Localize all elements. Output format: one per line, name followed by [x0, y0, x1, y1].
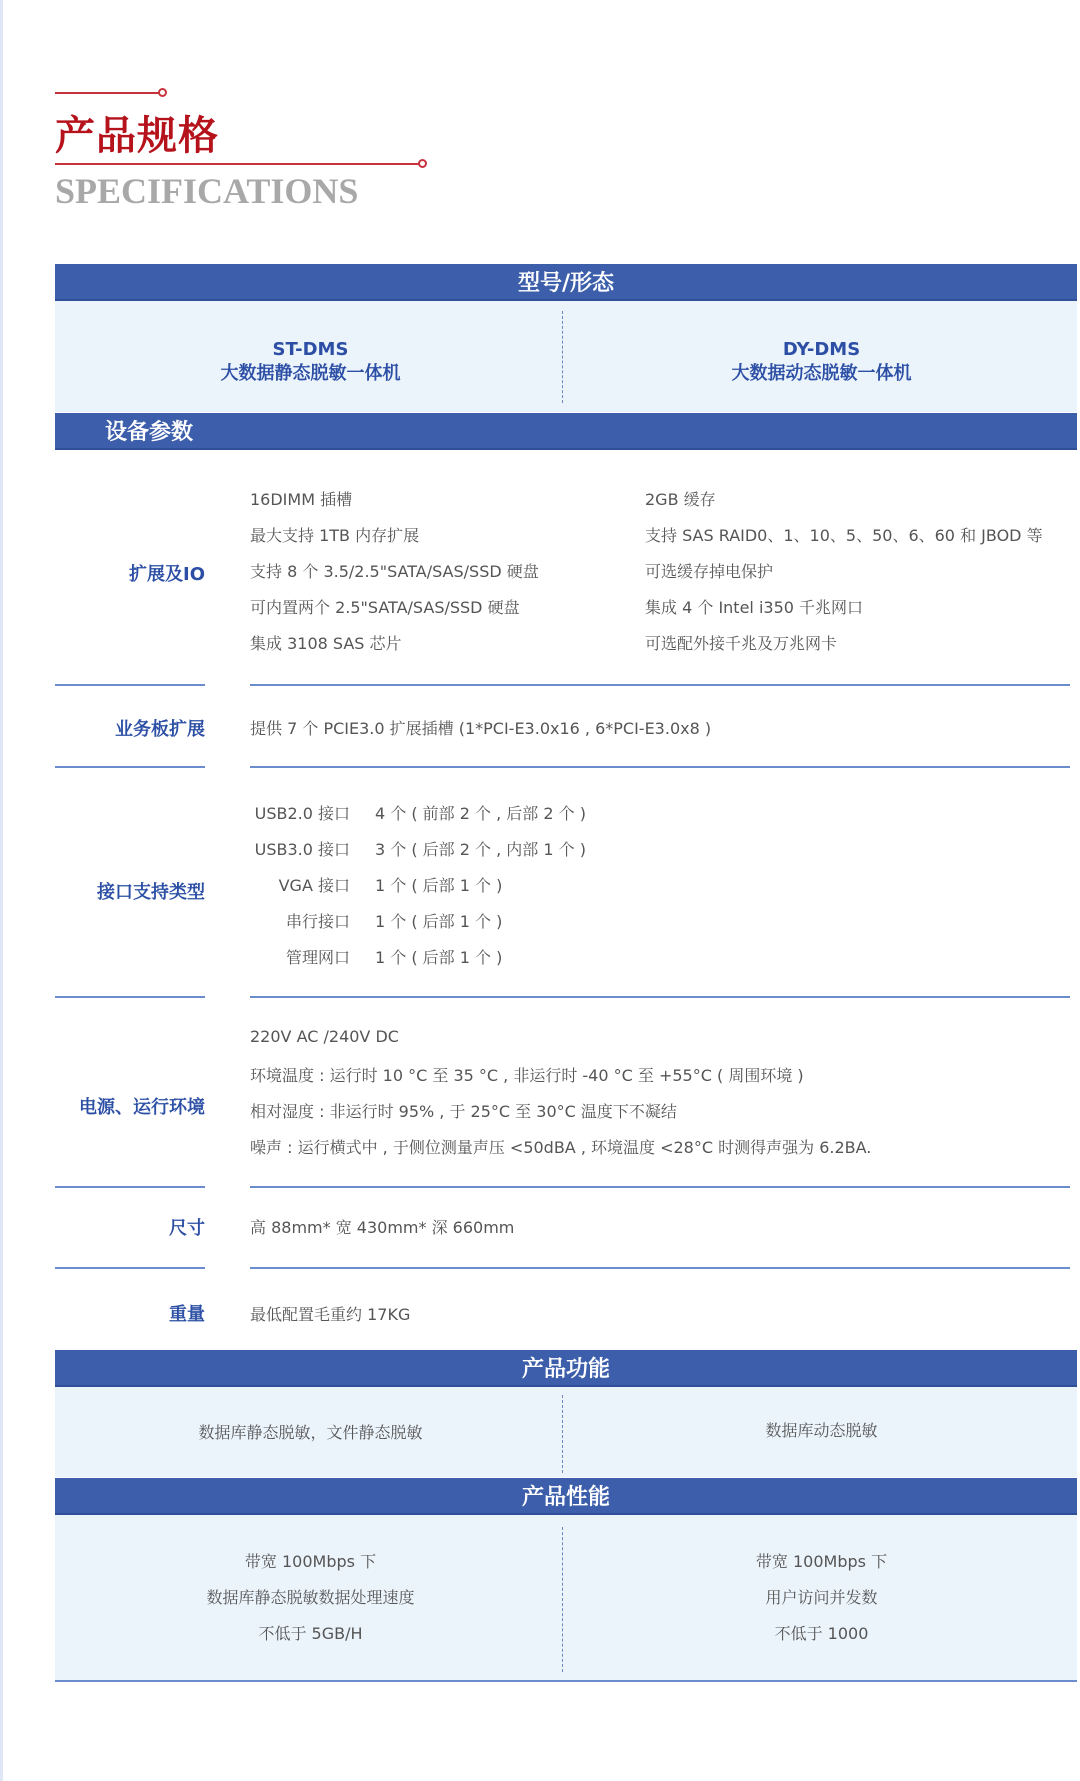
- board-text: 提供 7 个 PCIE3.0 扩展插槽 (1*PCI-E3.0x16 , 6*PCI-E3.0x8 ): [250, 719, 712, 738]
- model-code: ST-DMS: [272, 339, 349, 360]
- title-rule-dot: [158, 88, 167, 97]
- port-value: 3 个 ( 后部 2 个 , 内部 1 个 ): [375, 840, 586, 859]
- port-name: USB2.0 接口: [254, 804, 350, 823]
- title-rule-dot: [418, 159, 427, 168]
- spec-line: 最大支持 1TB 内存扩展: [250, 526, 420, 545]
- perf-line: 带宽 100Mbps 下: [755, 1552, 888, 1571]
- perf-line: 不低于 5GB/H: [258, 1624, 363, 1643]
- model-heading: 型号/形态: [55, 264, 1077, 301]
- ports-label: 接口支持类型: [97, 882, 205, 903]
- model-code: DY-DMS: [782, 339, 861, 360]
- row-divider: [250, 766, 1070, 768]
- perf-line: 带宽 100Mbps 下: [244, 1552, 377, 1571]
- spec-line: 可选缓存掉电保护: [645, 562, 774, 581]
- row-divider: [55, 684, 205, 686]
- port-name: VGA 接口: [278, 876, 350, 895]
- row-divider: [250, 996, 1070, 998]
- spec-line: 支持 8 个 3.5/2.5"SATA/SAS/SSD 硬盘: [250, 562, 539, 581]
- port-name: 管理网口: [285, 948, 350, 967]
- title-rule-top: [55, 92, 160, 94]
- board-label: 业务板扩展: [115, 719, 205, 740]
- perf-line: 用户访问并发数: [765, 1588, 878, 1607]
- spec-line: 16DIMM 插槽: [250, 490, 353, 509]
- spec-line: 集成 4 个 Intel i350 千兆网口: [645, 598, 864, 617]
- port-value: 4 个 ( 前部 2 个 , 后部 2 个 ): [375, 804, 586, 823]
- functions-panel: [55, 1387, 1077, 1477]
- spec-line: 支持 SAS RAID0、1、10、5、50、6、60 和 JBOD 等: [645, 526, 1043, 545]
- perf-line: 不低于 1000: [774, 1624, 869, 1643]
- perf-line: 数据库静态脱敏数据处理速度: [206, 1588, 415, 1607]
- power-line: 220V AC /240V DC: [250, 1027, 399, 1046]
- power-line: 相对湿度 : 非运行时 95% , 于 25°C 至 30°C 温度下不凝结: [250, 1102, 677, 1121]
- model-dy: [566, 338, 1077, 386]
- title-rule-bottom: [55, 163, 420, 165]
- page-subtitle: SPECIFICATIONS: [55, 171, 359, 211]
- size-label: 尺寸: [169, 1218, 205, 1239]
- page-edge: [0, 0, 3, 1781]
- performance-heading: 产品性能: [55, 1478, 1077, 1515]
- params-heading: 设备参数: [55, 413, 1077, 450]
- spec-line: 可内置两个 2.5"SATA/SAS/SSD 硬盘: [250, 598, 520, 617]
- weight-label: 重量: [169, 1304, 205, 1325]
- row-divider: [55, 1186, 205, 1188]
- row-divider: [250, 1267, 1070, 1269]
- model-name: 大数据静态脱敏一体机: [220, 363, 401, 384]
- weight-text: 最低配置毛重约 17KG: [250, 1305, 411, 1324]
- performance-panel: [55, 1515, 1077, 1682]
- power-label: 电源、运行环境: [79, 1097, 205, 1118]
- page-title: 产品规格: [55, 112, 219, 159]
- row-divider: [55, 1267, 205, 1269]
- model-st: [55, 338, 566, 386]
- column-divider: [562, 1527, 563, 1672]
- model-name: 大数据动态脱敏一体机: [731, 363, 912, 384]
- spec-line: 2GB 缓存: [645, 490, 716, 509]
- port-value: 1 个 ( 后部 1 个 ): [375, 912, 503, 931]
- performance-static: [55, 1544, 566, 1652]
- row-divider: [55, 766, 205, 768]
- power-line: 噪声 : 运行横式中 , 于侧位测量声压 <50dBA , 环境温度 <28°C 时测得声强为 6.2BA.: [250, 1138, 872, 1157]
- function-static: 数据库静态脱敏，文件静态脱敏: [198, 1423, 423, 1442]
- functions-heading: 产品功能: [55, 1350, 1077, 1387]
- function-dynamic: 数据库动态脱敏: [765, 1421, 878, 1440]
- spec-line: 可选配外接千兆及万兆网卡: [645, 634, 838, 653]
- row-divider: [250, 684, 1070, 686]
- row-divider: [55, 996, 205, 998]
- port-value: 1 个 ( 后部 1 个 ): [375, 876, 503, 895]
- size-text: 高 88mm* 宽 430mm* 深 660mm: [250, 1218, 515, 1237]
- port-name: 串行接口: [285, 912, 350, 931]
- row-divider: [250, 1186, 1070, 1188]
- spec-line: 集成 3108 SAS 芯片: [250, 634, 402, 653]
- column-divider: [562, 1395, 563, 1473]
- model-panel: [55, 301, 1077, 412]
- column-divider: [562, 311, 563, 403]
- performance-dynamic: [566, 1544, 1077, 1652]
- power-line: 环境温度 : 运行时 10 °C 至 35 °C , 非运行时 -40 °C 至 +55°C ( 周围环境 ): [250, 1066, 804, 1085]
- port-name: USB3.0 接口: [254, 840, 350, 859]
- port-value: 1 个 ( 后部 1 个 ): [375, 948, 503, 967]
- expansion-label: 扩展及IO: [129, 564, 205, 585]
